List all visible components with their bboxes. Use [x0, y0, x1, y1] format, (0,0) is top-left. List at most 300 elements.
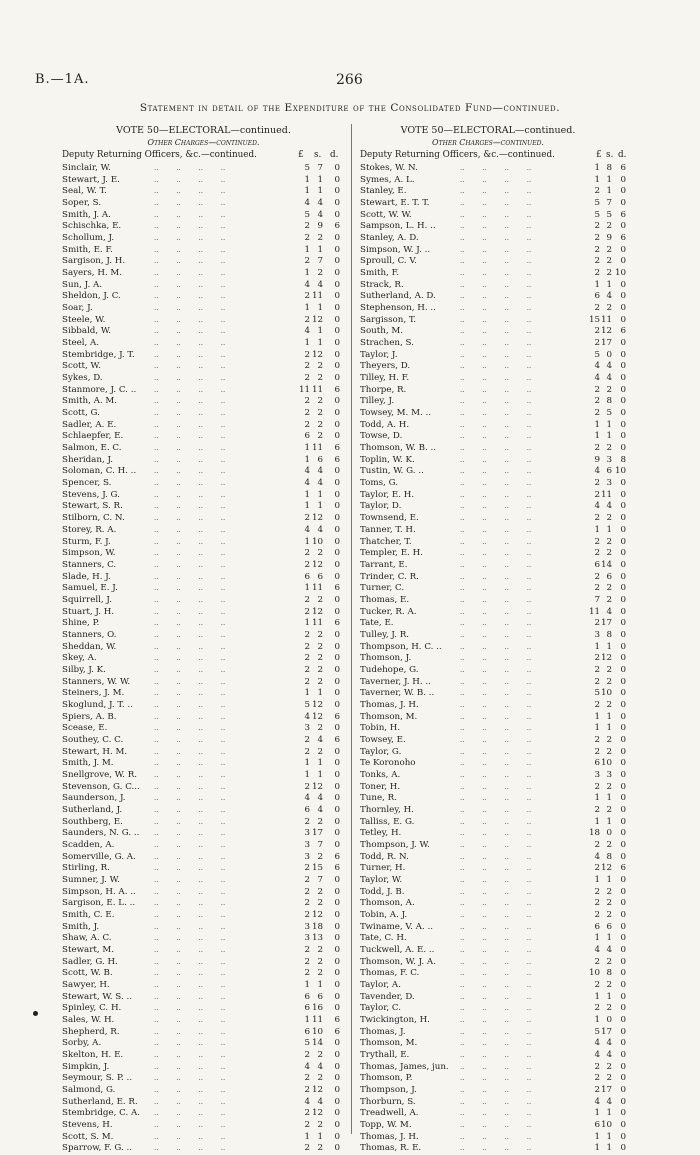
- leader-dots: .. .. .. ..: [154, 420, 226, 429]
- leader-dots: .. .. .. ..: [460, 817, 532, 826]
- payee-name: Stanmore, J. C. ..: [62, 384, 137, 395]
- entry-row: [62, 700, 345, 712]
- amount-pounds: 1: [594, 419, 600, 430]
- leader-dots: .. .. .. ..: [460, 269, 532, 278]
- amount-shillings: 2: [606, 1003, 612, 1014]
- amount-shillings: 2: [317, 746, 323, 757]
- entry-row: [62, 245, 345, 257]
- amount-pounds: 2: [304, 419, 310, 430]
- entry-row: [62, 268, 345, 280]
- amount-pence: 0: [620, 664, 626, 675]
- amount-shillings: 3: [606, 454, 612, 465]
- amount-pence: 0: [334, 804, 340, 815]
- leader-dots: .. .. .. ..: [460, 537, 532, 546]
- entry-row: [62, 513, 345, 525]
- leader-dots: .. .. .. ..: [154, 432, 226, 441]
- entry-row: [360, 676, 626, 689]
- entry-row: [360, 1143, 626, 1155]
- payee-name: Thomas, James, jun.: [360, 1061, 449, 1072]
- payee-name: Taverner, J. H. ..: [360, 676, 431, 687]
- amount-pence: 0: [620, 384, 626, 395]
- leader-dots: .. .. .. ..: [154, 339, 226, 348]
- payee-name: Tate, E.: [360, 618, 394, 629]
- payee-name: Stuart, J. H.: [62, 606, 115, 617]
- amount-pence: 0: [334, 781, 340, 792]
- entry-row: [62, 338, 345, 350]
- amount-pounds: 2: [304, 956, 310, 967]
- amount-pence: 0: [334, 688, 340, 699]
- payee-name: Simpson, W. J. ..: [360, 244, 431, 255]
- amount-pounds: 2: [304, 548, 310, 559]
- amount-pounds: 4: [304, 279, 310, 290]
- amount-pence: 6: [334, 1015, 340, 1026]
- payee-name: Tobin, A. J.: [360, 910, 408, 920]
- amount-pence: 0: [334, 314, 340, 325]
- amount-shillings: 2: [606, 583, 612, 594]
- amount-pence: 0: [334, 874, 340, 885]
- amount-shillings: 2: [606, 1073, 612, 1084]
- amount-pence: 6: [620, 163, 626, 173]
- payee-name: Skoglund, J. T. ..: [62, 699, 133, 710]
- amount-pence: 0: [334, 886, 340, 897]
- amount-pounds: 2: [304, 734, 310, 745]
- amount-shillings: 12: [311, 559, 323, 570]
- amount-shillings: 4: [317, 198, 323, 209]
- entry-row: [360, 373, 626, 385]
- entry-row: [62, 1073, 345, 1085]
- entry-row: [62, 175, 345, 187]
- amount-shillings: 2: [606, 594, 612, 605]
- amount-shillings: 2: [606, 513, 612, 524]
- entry-row: [62, 1085, 345, 1097]
- amount-pounds: 6: [594, 1120, 600, 1131]
- entry-row: [360, 991, 626, 1004]
- amount-shillings: 8: [606, 968, 612, 979]
- amount-pounds: 2: [304, 256, 310, 267]
- amount-shillings: 4: [317, 1061, 323, 1072]
- entry-row: [360, 1108, 626, 1120]
- amount-pounds: 2: [304, 559, 310, 570]
- payee-name: Stewart, J. E.: [62, 174, 120, 185]
- entry-row: [360, 1038, 626, 1050]
- amount-pounds: 4: [594, 1096, 600, 1107]
- amount-pence: 0: [620, 828, 626, 839]
- entry-row: [62, 1062, 345, 1074]
- leader-dots: .. .. .. ..: [154, 537, 226, 546]
- entry-row: [360, 606, 626, 619]
- amount-pounds: 2: [594, 1003, 600, 1014]
- amount-pounds: 3: [304, 828, 310, 839]
- amount-pounds: 4: [594, 945, 600, 956]
- leader-dots: .. .. .. ..: [460, 759, 532, 768]
- amount-shillings: 1: [606, 874, 612, 885]
- leader-dots: .. .. .. ..: [154, 525, 226, 534]
- leader-dots: .. .. .. ..: [154, 887, 226, 896]
- payee-name: Tetley, H.: [360, 828, 402, 839]
- leader-dots: .. .. .. ..: [460, 607, 532, 616]
- amount-shillings: 7: [317, 874, 323, 885]
- payee-name: Sumner, J. W.: [62, 874, 120, 885]
- entry-row: [62, 1108, 345, 1120]
- payee-name: Twickington, H.: [360, 1015, 430, 1026]
- amount-shillings: 1: [606, 723, 612, 734]
- amount-pence: 0: [334, 1050, 340, 1061]
- entry-row: [360, 431, 626, 443]
- payee-name: Scease, E.: [62, 723, 108, 734]
- entry-row: [360, 256, 626, 268]
- leader-dots: .. .. .. ..: [460, 747, 532, 756]
- entry-row: [62, 396, 345, 408]
- amount-shillings: 2: [606, 221, 612, 232]
- amount-pence: 0: [334, 1073, 340, 1084]
- amount-shillings: 2: [317, 629, 323, 640]
- amount-pence: 0: [334, 349, 340, 360]
- amount-pence: 0: [620, 373, 626, 384]
- entry-row: [62, 280, 345, 292]
- amount-pounds: 11: [588, 606, 600, 617]
- leader-dots: .. .. .. ..: [460, 794, 532, 803]
- payee-name: Tucker, R. A.: [360, 606, 417, 617]
- entry-row: [360, 221, 626, 233]
- amount-pence: 0: [620, 910, 626, 920]
- amount-pounds: 4: [304, 793, 310, 804]
- payee-name: Topp, W. M.: [360, 1120, 412, 1131]
- payee-name: Towsey, E.: [360, 734, 406, 745]
- amount-pence: 0: [334, 466, 340, 477]
- payee-name: Taylor, G.: [360, 746, 402, 757]
- amount-pence: 0: [620, 431, 626, 442]
- leader-dots: .. .. .. ..: [460, 595, 532, 604]
- amount-pence: 0: [334, 758, 340, 769]
- amount-pounds: 2: [594, 653, 600, 664]
- entry-row: [360, 746, 626, 759]
- amount-pounds: 2: [594, 221, 600, 232]
- amount-pence: 0: [620, 513, 626, 524]
- amount-shillings: 12: [311, 513, 323, 524]
- currency-pounds-label: £: [596, 150, 602, 160]
- amount-shillings: 1: [317, 303, 323, 314]
- currency-pounds-label: £: [298, 150, 304, 160]
- amount-pounds: 6: [594, 291, 600, 302]
- leader-dots: .. .. .. ..: [460, 1062, 532, 1071]
- entry-row: [62, 595, 345, 607]
- amount-pounds: 2: [304, 233, 310, 244]
- entry-row: [62, 793, 345, 805]
- entry-row: [62, 1027, 345, 1039]
- leader-dots: .. .. .. ..: [460, 549, 532, 558]
- amount-shillings: 1: [606, 711, 612, 722]
- entry-row: [62, 490, 345, 502]
- amount-shillings: 17: [311, 828, 323, 839]
- entry-row: [62, 747, 345, 759]
- amount-pence: 0: [334, 338, 340, 349]
- payee-name: Slade, H. J.: [62, 571, 111, 582]
- amount-shillings: 2: [606, 664, 612, 675]
- payee-name: Sheddan, W.: [62, 641, 117, 652]
- amount-pounds: 2: [594, 676, 600, 687]
- amount-shillings: 4: [606, 501, 612, 512]
- amount-pounds: 2: [304, 373, 310, 384]
- amount-pounds: 2: [304, 513, 310, 524]
- amount-pence: 0: [334, 559, 340, 570]
- payee-name: Sargison, E. L. ..: [62, 898, 136, 909]
- leader-dots: .. .. .. ..: [154, 1097, 226, 1106]
- payee-name: Thompson, J. W.: [360, 839, 430, 850]
- amount-shillings: 2: [317, 1120, 323, 1131]
- amount-pence: 0: [620, 816, 626, 827]
- amount-shillings: 1: [606, 419, 612, 430]
- leader-dots: .. .. .. ..: [154, 724, 226, 733]
- payee-name: Thomson, A.: [360, 898, 415, 909]
- currency-shillings-label: s.: [314, 150, 322, 160]
- entry-row: [62, 840, 345, 852]
- entry-row: [360, 1096, 626, 1109]
- amount-pounds: 1: [304, 489, 310, 500]
- amount-pounds: 2: [304, 221, 310, 232]
- amount-shillings: 3: [606, 769, 612, 780]
- amount-shillings: 2: [317, 653, 323, 664]
- amount-shillings: 2: [606, 443, 612, 454]
- payee-name: Scott, S. M.: [62, 1131, 114, 1142]
- amount-shillings: 0: [606, 349, 612, 360]
- payee-name: Townsend, E.: [360, 513, 419, 524]
- payee-name: Towsey, M. M. ..: [360, 408, 432, 419]
- leader-dots: .. .. .. ..: [154, 327, 226, 336]
- amount-shillings: 10: [600, 1120, 612, 1131]
- amount-shillings: 8: [606, 163, 612, 173]
- entry-row: [360, 769, 626, 782]
- leader-dots: .. .. .. ..: [154, 665, 226, 674]
- amount-pounds: 2: [304, 1085, 310, 1096]
- amount-shillings: 2: [606, 910, 612, 920]
- payee-name: Todd, R. N.: [360, 851, 409, 862]
- amount-pounds: 2: [304, 664, 310, 675]
- payee-name: Sparrow, F. G. ..: [62, 1143, 133, 1154]
- amount-pounds: 2: [594, 338, 600, 349]
- amount-pence: 0: [620, 956, 626, 967]
- leader-dots: .. .. .. ..: [460, 210, 532, 219]
- payee-name: Turner, H.: [360, 863, 406, 874]
- leader-dots: .. .. .. ..: [460, 315, 532, 324]
- currency-shillings-label: s.: [606, 150, 614, 160]
- amount-pence: 0: [620, 349, 626, 360]
- amount-pounds: 2: [594, 664, 600, 675]
- entry-row: [360, 489, 626, 502]
- amount-pounds: 2: [304, 1120, 310, 1131]
- amount-pounds: 6: [304, 571, 310, 582]
- amount-pounds: 2: [304, 874, 310, 885]
- amount-pounds: 5: [304, 1038, 310, 1049]
- entry-row: [360, 641, 626, 654]
- leader-dots: .. .. .. ..: [154, 584, 226, 593]
- payee-name: Taylor, D.: [360, 501, 402, 512]
- amount-shillings: 11: [600, 314, 612, 325]
- entry-row: [62, 221, 345, 233]
- payee-name: Southey, C. C.: [62, 734, 124, 745]
- payee-name: Scott, W. W.: [360, 209, 412, 220]
- payee-name: Tonks, A.: [360, 769, 401, 780]
- payee-name: Schischka, E.: [62, 221, 122, 232]
- amount-pence: 6: [334, 618, 340, 629]
- amount-pounds: 4: [594, 851, 600, 862]
- amount-pence: 0: [334, 839, 340, 850]
- amount-shillings: 2: [317, 676, 323, 687]
- statement-title: Statement in detail of the Expenditure of the Consolidated Fund—continued.: [139, 102, 561, 114]
- entry-row: [62, 688, 345, 700]
- amount-pence: 0: [620, 676, 626, 687]
- leader-dots: .. .. .. ..: [460, 420, 532, 429]
- leader-dots: .. .. .. ..: [154, 875, 226, 884]
- subhead-row: [62, 149, 345, 162]
- amount-pounds: 1: [304, 980, 310, 991]
- leader-dots: .. .. .. ..: [154, 257, 226, 266]
- amount-shillings: 12: [311, 711, 323, 722]
- leader-dots: .. .. .. ..: [154, 1062, 226, 1071]
- entry-row: [360, 326, 626, 338]
- payee-name: Talliss, E. G.: [360, 816, 415, 827]
- amount-shillings: 2: [317, 1143, 323, 1154]
- amount-pounds: 2: [594, 489, 600, 500]
- amount-pence: 0: [620, 1120, 626, 1131]
- leader-dots: .. .. .. ..: [460, 1051, 532, 1060]
- amount-pence: 0: [334, 291, 340, 302]
- leader-dots: .. .. .. ..: [154, 677, 226, 686]
- amount-shillings: 2: [317, 898, 323, 909]
- amount-pence: 0: [620, 396, 626, 407]
- amount-pounds: 1: [304, 758, 310, 769]
- entry-row: [360, 174, 626, 187]
- leader-dots: .. .. .. ..: [460, 957, 532, 966]
- payee-name: Skey, A.: [62, 653, 97, 664]
- leader-dots: .. .. .. ..: [460, 175, 532, 184]
- payee-name: Treadwell, A.: [360, 1108, 419, 1119]
- entry-row: [62, 712, 345, 724]
- amount-pence: 0: [334, 198, 340, 209]
- amount-shillings: 11: [311, 291, 323, 302]
- leader-dots: .. .. .. ..: [154, 1027, 226, 1036]
- payee-name: Sun, J. A.: [62, 279, 103, 290]
- entry-row: [360, 524, 626, 537]
- amount-pounds: 2: [304, 1143, 310, 1154]
- amount-pounds: 2: [594, 571, 600, 582]
- amount-shillings: 2: [606, 268, 612, 279]
- leader-dots: .. .. .. ..: [460, 1074, 532, 1083]
- amount-pounds: 6: [304, 991, 310, 1002]
- payee-name: Thomson, M.: [360, 711, 418, 722]
- amount-pounds: 2: [304, 396, 310, 407]
- amount-pounds: 2: [594, 256, 600, 267]
- amount-shillings: 2: [317, 723, 323, 734]
- amount-shillings: 4: [606, 291, 612, 302]
- subhead-label: Deputy Returning Officers, &c.—continued.: [360, 150, 555, 160]
- amount-pounds: 4: [304, 1096, 310, 1107]
- amount-pounds: 4: [304, 198, 310, 209]
- entry-row: [360, 688, 626, 700]
- amount-shillings: 11: [311, 384, 323, 395]
- amount-pounds: 1: [304, 338, 310, 349]
- leader-dots: .. .. .. ..: [154, 840, 226, 849]
- leader-dots: .. .. .. ..: [460, 665, 532, 674]
- amount-shillings: 10: [600, 688, 612, 699]
- leader-dots: .. .. .. ..: [154, 245, 226, 254]
- amount-shillings: 1: [606, 1108, 612, 1119]
- amount-shillings: 1: [606, 1143, 612, 1154]
- entry-row: [360, 1120, 626, 1132]
- payee-name: Smith, A. M.: [62, 396, 118, 407]
- amount-pence: 6: [334, 583, 340, 594]
- payee-name: Thomson, W. J. A.: [360, 956, 436, 967]
- leader-dots: .. .. .. ..: [460, 502, 532, 511]
- amount-shillings: 4: [317, 279, 323, 290]
- amount-pounds: 2: [594, 839, 600, 850]
- entry-row: [360, 583, 626, 595]
- leader-dots: .. .. .. ..: [154, 455, 226, 464]
- amount-pence: 0: [334, 408, 340, 419]
- amount-shillings: 4: [317, 478, 323, 489]
- amount-pounds: 4: [594, 373, 600, 384]
- leader-dots: .. .. .. ..: [460, 292, 532, 301]
- entry-row: [360, 361, 626, 373]
- amount-shillings: 4: [317, 466, 323, 477]
- entry-row: [62, 560, 345, 572]
- margin-ink-dot: [33, 1011, 38, 1016]
- entry-row: [62, 642, 345, 654]
- payee-name: Towse, D.: [360, 431, 403, 442]
- amount-pence: 0: [620, 536, 626, 547]
- leader-dots: .. .. .. ..: [154, 607, 226, 616]
- entry-row: [360, 653, 626, 665]
- leader-dots: .. .. .. ..: [460, 280, 532, 289]
- amount-shillings: 1: [317, 244, 323, 255]
- amount-pounds: 1: [304, 769, 310, 780]
- leader-dots: .. .. .. ..: [460, 1097, 532, 1106]
- amount-pounds: 2: [304, 594, 310, 605]
- amount-pence: 0: [620, 1096, 626, 1107]
- payee-name: Seal, W. T.: [62, 186, 107, 197]
- entry-row: [360, 303, 626, 315]
- amount-pounds: 1: [594, 524, 600, 535]
- amount-pounds: 2: [594, 886, 600, 897]
- payee-name: Sheridan, J.: [62, 454, 114, 465]
- leader-dots: .. .. .. ..: [460, 257, 532, 266]
- amount-pounds: 2: [304, 746, 310, 757]
- amount-pounds: 5: [304, 699, 310, 710]
- amount-pence: 6: [334, 734, 340, 745]
- leader-dots: .. .. .. ..: [460, 782, 532, 791]
- amount-pounds: 1: [594, 793, 600, 804]
- entry-row: [62, 233, 345, 245]
- amount-shillings: 2: [606, 980, 612, 991]
- currency-pence-label: d.: [618, 150, 627, 160]
- amount-pounds: 1: [304, 501, 310, 512]
- entry-row: [62, 922, 345, 934]
- leader-dots: .. .. .. ..: [460, 514, 532, 523]
- amount-pounds: 3: [594, 769, 600, 780]
- entry-row: [360, 559, 626, 572]
- amount-pence: 0: [620, 478, 626, 489]
- payee-name: Samuel, E. J.: [62, 583, 118, 594]
- payee-name: Theyers, D.: [360, 361, 411, 372]
- entry-row: [62, 163, 345, 175]
- amount-pounds: 2: [304, 408, 310, 419]
- leader-dots: .. .. .. ..: [154, 782, 226, 791]
- leader-dots: .. .. .. ..: [154, 911, 226, 919]
- subhead-row: [360, 149, 627, 162]
- entry-row: [62, 326, 345, 338]
- entry-row: [62, 887, 345, 899]
- amount-pounds: 1: [304, 1131, 310, 1142]
- entry-row: [360, 956, 626, 969]
